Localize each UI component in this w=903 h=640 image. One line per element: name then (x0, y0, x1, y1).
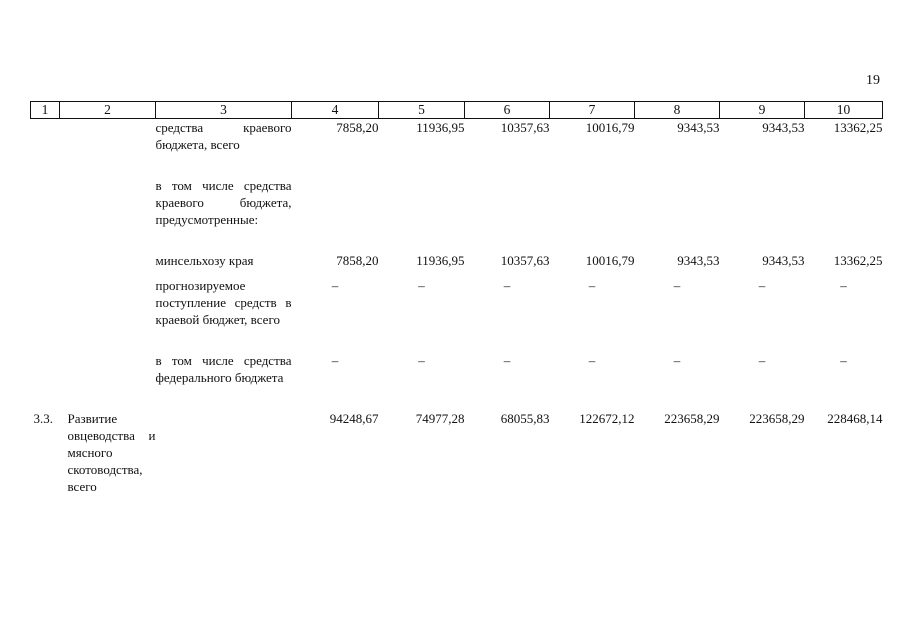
source-cell: прогнозируемое поступление средств в краевой бюджет, всего (155, 278, 292, 327)
header-cell: 4 (292, 102, 379, 119)
header-cell: 1 (31, 102, 60, 119)
value-cell: 122672,12 (579, 411, 635, 426)
value-cell: 10357,63 (500, 253, 550, 268)
item-name-cell: Развитие овцеводства и мясного скотоводства, всего (67, 411, 156, 494)
value-cell (720, 177, 805, 228)
table-row (31, 252, 883, 269)
row-number-cell (31, 119, 60, 154)
source-cell: в том числе средства краевого бюджета, предусмотренные: (155, 178, 292, 227)
header-cell: 9 (720, 102, 805, 119)
value-cell: – (331, 278, 339, 293)
value-cell (805, 177, 883, 228)
header-cell: 6 (465, 102, 550, 119)
header-cell: 10 (805, 102, 883, 119)
value-cell (379, 177, 465, 228)
value-cell: 9343,53 (762, 253, 805, 268)
value-cell: 10016,79 (585, 120, 635, 135)
header-cell: 3 (156, 102, 292, 119)
value-cell (292, 177, 379, 228)
page-number: 19 (866, 73, 880, 88)
value-cell: 10357,63 (500, 120, 550, 135)
value-cell: – (840, 353, 847, 368)
row-number-cell: 3.3. (33, 411, 53, 426)
value-cell: 13362,25 (833, 253, 883, 268)
value-cell: – (758, 278, 766, 293)
budget-table (30, 101, 883, 495)
value-cell: – (758, 353, 766, 368)
value-cell: 223658,29 (664, 411, 720, 426)
value-cell: – (840, 278, 847, 293)
row-spacer (31, 228, 883, 252)
row-spacer (31, 386, 883, 410)
source-cell (156, 410, 292, 495)
row-number-cell (31, 252, 60, 269)
item-name-cell (60, 352, 156, 386)
item-name-cell (60, 277, 156, 328)
header-row (31, 102, 883, 119)
value-cell: – (331, 353, 339, 368)
header-cell: 5 (379, 102, 465, 119)
value-cell: 74977,28 (415, 411, 465, 426)
value-cell: – (673, 353, 681, 368)
row-spacer (31, 328, 883, 352)
item-name-cell (60, 119, 156, 154)
source-cell: средства краевого бюджета, всего (155, 120, 292, 152)
row-number-cell (31, 352, 60, 386)
value-cell: – (588, 278, 596, 293)
table-row (31, 177, 883, 228)
value-cell: – (418, 278, 425, 293)
value-cell: – (588, 353, 596, 368)
value-cell: – (503, 278, 511, 293)
table-row (31, 119, 883, 154)
header-cell: 8 (635, 102, 720, 119)
row-spacer (31, 269, 883, 277)
value-cell: 11936,95 (416, 253, 465, 268)
row-number-cell (31, 277, 60, 328)
value-cell: 9343,53 (677, 120, 720, 135)
item-name-cell (60, 177, 156, 228)
row-spacer (31, 153, 883, 177)
value-cell: 10016,79 (585, 253, 635, 268)
value-cell: 7858,20 (336, 120, 379, 135)
value-cell (465, 177, 550, 228)
value-cell: – (673, 278, 681, 293)
table-row (31, 352, 883, 386)
source-cell: минсельхозу края (155, 253, 254, 268)
value-cell: – (418, 353, 425, 368)
row-number-cell (31, 177, 60, 228)
value-cell: 9343,53 (762, 120, 805, 135)
value-cell: 223658,29 (749, 411, 805, 426)
value-cell: 94248,67 (329, 411, 379, 426)
item-name-cell (60, 252, 156, 269)
value-cell: – (503, 353, 511, 368)
header-cell: 2 (60, 102, 156, 119)
value-cell: 11936,95 (416, 120, 465, 135)
value-cell (550, 177, 635, 228)
value-cell (635, 177, 720, 228)
table-row (31, 277, 883, 328)
header-cell: 7 (550, 102, 635, 119)
value-cell: 9343,53 (677, 253, 720, 268)
value-cell: 7858,20 (336, 253, 379, 268)
value-cell: 68055,83 (500, 411, 550, 426)
value-cell: 228468,14 (827, 411, 883, 426)
table-row (31, 410, 883, 495)
value-cell: 13362,25 (833, 120, 883, 135)
source-cell: в том числе средства федерального бюджета (155, 353, 292, 385)
